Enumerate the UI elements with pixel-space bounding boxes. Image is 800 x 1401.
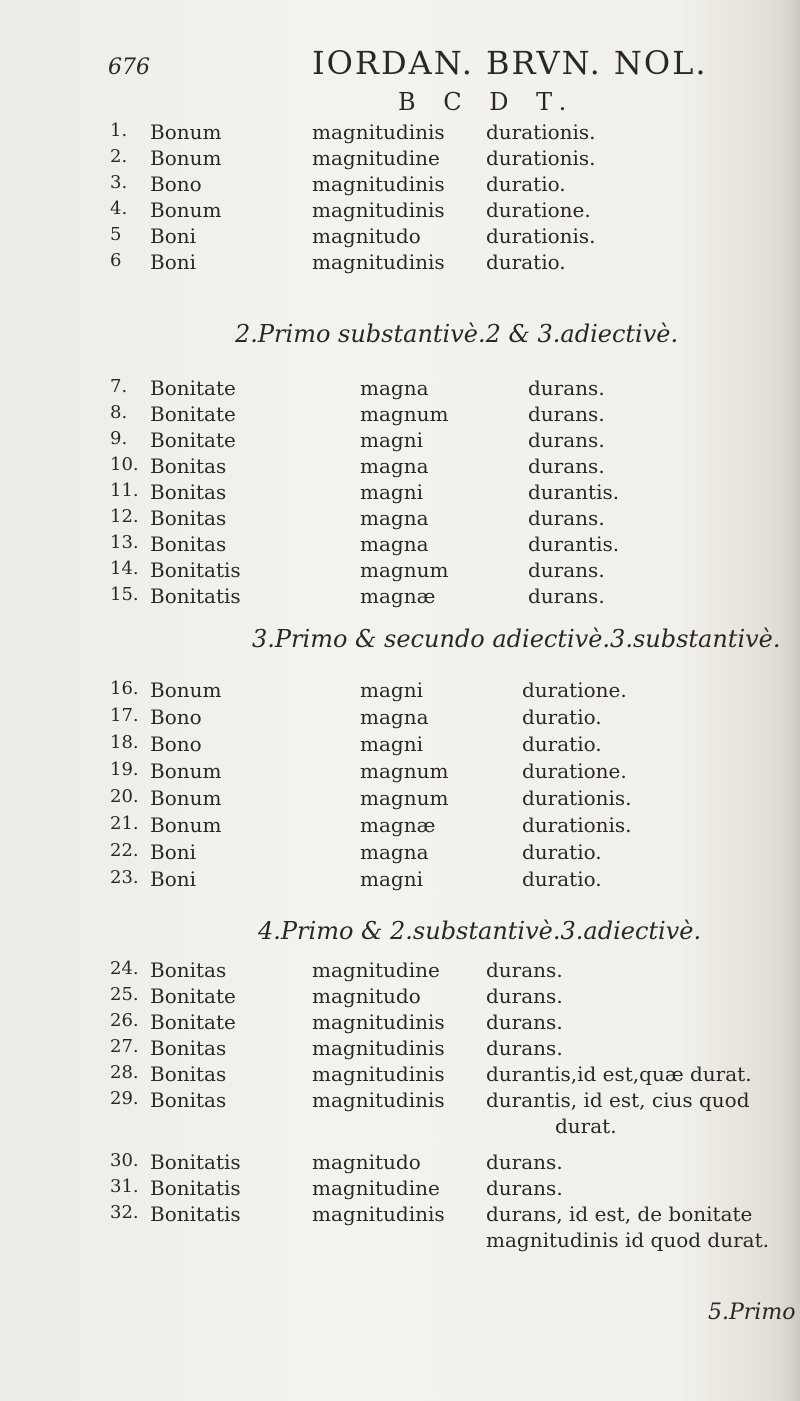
duratio-term: durans. bbox=[528, 454, 605, 478]
entry-row bbox=[0, 732, 800, 758]
entry-row bbox=[0, 813, 800, 839]
entry-number: 22. bbox=[110, 840, 139, 861]
entry-number: 11. bbox=[110, 480, 139, 501]
duratio-term: duratio. bbox=[486, 250, 566, 274]
entry-number: 1. bbox=[110, 120, 128, 141]
duratio-term: durantis,id est,quæ durat. bbox=[486, 1062, 752, 1086]
entry-row bbox=[0, 1088, 800, 1114]
duratio-term: durationis. bbox=[486, 224, 596, 248]
entry-row bbox=[0, 376, 800, 402]
bonitas-term: Boni bbox=[150, 224, 197, 248]
entry-row bbox=[0, 840, 800, 866]
magnitudo-term: magni bbox=[360, 480, 423, 504]
duratio-term: durans. bbox=[528, 584, 605, 608]
entry-row bbox=[0, 1202, 800, 1228]
entry-number: 7. bbox=[110, 376, 128, 397]
magnitudo-term: magnitudine bbox=[312, 958, 440, 982]
entry-row bbox=[0, 480, 800, 506]
entry-row bbox=[0, 786, 800, 812]
entry-number: 24. bbox=[110, 958, 139, 979]
bonitas-term: Bonitas bbox=[150, 532, 227, 556]
entry-number: 15. bbox=[110, 584, 139, 605]
entry-row bbox=[0, 958, 800, 984]
entry-number: 21. bbox=[110, 813, 139, 834]
entry-number: 6 bbox=[110, 250, 122, 271]
entry-row bbox=[0, 250, 800, 276]
entry-row bbox=[0, 120, 800, 146]
bonitas-term: Bonitatis bbox=[150, 1202, 241, 1226]
entry-row bbox=[0, 172, 800, 198]
duratio-term: durans. bbox=[486, 1150, 563, 1174]
duratio-term: durans. bbox=[528, 506, 605, 530]
entry-row bbox=[0, 558, 800, 584]
entry-number: 30. bbox=[110, 1150, 139, 1171]
duratio-term: durantis. bbox=[528, 532, 620, 556]
entry-number: 23. bbox=[110, 867, 139, 888]
duratio-term: duratione. bbox=[486, 198, 591, 222]
duratio-term-continuation: durat. bbox=[555, 1114, 617, 1138]
duratio-term: duratione. bbox=[522, 678, 627, 702]
bonitas-term: Bonum bbox=[150, 198, 222, 222]
magnitudo-term: magni bbox=[360, 732, 423, 756]
column-letters: B C D T. bbox=[398, 88, 577, 116]
bonitas-term: Bonitatis bbox=[150, 558, 241, 582]
bonitas-term: Boni bbox=[150, 250, 197, 274]
bonitas-term: Bonum bbox=[150, 678, 222, 702]
entry-row-continuation bbox=[0, 1114, 800, 1140]
magnitudo-term: magnitudine bbox=[312, 1176, 440, 1200]
bonitas-term: Bonitatis bbox=[150, 1176, 241, 1200]
magnitudo-term: magnum bbox=[360, 786, 449, 810]
duratio-term: durationis. bbox=[522, 786, 632, 810]
bonitas-term: Bonitate bbox=[150, 376, 236, 400]
bonitas-term: Bonum bbox=[150, 759, 222, 783]
bonitas-term: Boni bbox=[150, 840, 197, 864]
bonitas-term: Bonum bbox=[150, 120, 222, 144]
magnitudo-term: magnæ bbox=[360, 584, 436, 608]
entry-number: 31. bbox=[110, 1176, 139, 1197]
bonitas-term: Bonitas bbox=[150, 1036, 227, 1060]
bonitas-term: Bonitate bbox=[150, 1010, 236, 1034]
bonitas-term: Bonum bbox=[150, 146, 222, 170]
entry-number: 28. bbox=[110, 1062, 139, 1083]
magnitudo-term: magnum bbox=[360, 402, 449, 426]
magnitudo-term: magnitudine bbox=[312, 146, 440, 170]
entry-number: 14. bbox=[110, 558, 139, 579]
bonitas-term: Boni bbox=[150, 867, 197, 891]
magnitudo-term: magna bbox=[360, 506, 429, 530]
entry-number: 32. bbox=[110, 1202, 139, 1223]
entry-number: 16. bbox=[110, 678, 139, 699]
entry-row bbox=[0, 1036, 800, 1062]
duratio-term: durans, id est, de bonitate bbox=[486, 1202, 753, 1226]
bonitas-term: Bonitate bbox=[150, 428, 236, 452]
entry-number: 17. bbox=[110, 705, 139, 726]
entry-number: 2. bbox=[110, 146, 128, 167]
magnitudo-term: magnitudinis bbox=[312, 1010, 445, 1034]
magnitudo-term: magnum bbox=[360, 759, 449, 783]
magnitudo-term: magni bbox=[360, 428, 423, 452]
magnitudo-term: magnæ bbox=[360, 813, 436, 837]
bonitas-term: Bonitate bbox=[150, 984, 236, 1008]
entry-row bbox=[0, 198, 800, 224]
entry-number: 5 bbox=[110, 224, 122, 245]
duratio-term: duratio. bbox=[522, 705, 602, 729]
duratio-term: durantis. bbox=[528, 480, 620, 504]
entry-number: 18. bbox=[110, 732, 139, 753]
bonitas-term: Bonitas bbox=[150, 1062, 227, 1086]
entry-number: 12. bbox=[110, 506, 139, 527]
magnitudo-term: magnum bbox=[360, 558, 449, 582]
duratio-term: durans. bbox=[528, 558, 605, 582]
magnitudo-term: magnitudinis bbox=[312, 172, 445, 196]
duratio-term: durantis, id est, cius quod bbox=[486, 1088, 750, 1112]
entry-row bbox=[0, 506, 800, 532]
entry-number: 27. bbox=[110, 1036, 139, 1057]
entry-row bbox=[0, 224, 800, 250]
entry-row bbox=[0, 678, 800, 704]
entry-number: 4. bbox=[110, 198, 128, 219]
duratio-term: durans. bbox=[486, 1176, 563, 1200]
magnitudo-term: magna bbox=[360, 532, 429, 556]
section-heading-3: 3.Primo & secundo adiectivè.3.substantivè. bbox=[252, 625, 781, 653]
entry-row bbox=[0, 428, 800, 454]
duratio-term: durationis. bbox=[522, 813, 632, 837]
entry-row bbox=[0, 984, 800, 1010]
entry-row-continuation bbox=[0, 1228, 800, 1254]
bonitas-term: Bonum bbox=[150, 813, 222, 837]
entry-number: 26. bbox=[110, 1010, 139, 1031]
entry-number: 13. bbox=[110, 532, 139, 553]
bonitas-term: Bonitas bbox=[150, 506, 227, 530]
entry-number: 10. bbox=[110, 454, 139, 475]
bonitas-term: Bonitas bbox=[150, 958, 227, 982]
bonitas-term: Bonitate bbox=[150, 402, 236, 426]
magnitudo-term: magnitudinis bbox=[312, 198, 445, 222]
bonitas-term: Bono bbox=[150, 705, 202, 729]
duratio-term: duratione. bbox=[522, 759, 627, 783]
magnitudo-term: magnitudinis bbox=[312, 1036, 445, 1060]
magnitudo-term: magnitudo bbox=[312, 224, 421, 248]
magnitudo-term: magna bbox=[360, 376, 429, 400]
entry-number: 25. bbox=[110, 984, 139, 1005]
bonitas-term: Bonitas bbox=[150, 1088, 227, 1112]
entry-row bbox=[0, 1150, 800, 1176]
magnitudo-term: magnitudinis bbox=[312, 1062, 445, 1086]
entry-row bbox=[0, 1062, 800, 1088]
duratio-term: durans. bbox=[528, 428, 605, 452]
entry-row bbox=[0, 402, 800, 428]
entry-row bbox=[0, 867, 800, 893]
catchword: 5.Primo bbox=[708, 1300, 796, 1325]
magnitudo-term: magnitudo bbox=[312, 984, 421, 1008]
duratio-term: durationis. bbox=[486, 146, 596, 170]
magnitudo-term: magnitudinis bbox=[312, 1202, 445, 1226]
entry-row bbox=[0, 532, 800, 558]
section-heading-2: 2.Primo substantivè.2 & 3.adiectivè. bbox=[235, 320, 679, 348]
duratio-term: duratio. bbox=[522, 840, 602, 864]
duratio-term: durationis. bbox=[486, 120, 596, 144]
duratio-term: durans. bbox=[486, 1036, 563, 1060]
magnitudo-term: magnitudo bbox=[312, 1150, 421, 1174]
bonitas-term: Bono bbox=[150, 172, 202, 196]
entry-row bbox=[0, 1010, 800, 1036]
magnitudo-term: magnitudinis bbox=[312, 120, 445, 144]
bonitas-term: Bonitatis bbox=[150, 584, 241, 608]
entry-row bbox=[0, 705, 800, 731]
duratio-term: durans. bbox=[528, 402, 605, 426]
entry-row bbox=[0, 584, 800, 610]
duratio-term: duratio. bbox=[522, 732, 602, 756]
magnitudo-term: magna bbox=[360, 705, 429, 729]
duratio-term: duratio. bbox=[522, 867, 602, 891]
entry-number: 8. bbox=[110, 402, 128, 423]
magnitudo-term: magni bbox=[360, 867, 423, 891]
entry-row bbox=[0, 759, 800, 785]
bonitas-term: Bono bbox=[150, 732, 202, 756]
entry-number: 29. bbox=[110, 1088, 139, 1109]
magnitudo-term: magni bbox=[360, 678, 423, 702]
entry-number: 20. bbox=[110, 786, 139, 807]
duratio-term: durans. bbox=[486, 958, 563, 982]
bonitas-term: Bonum bbox=[150, 786, 222, 810]
bonitas-term: Bonitas bbox=[150, 480, 227, 504]
bonitas-term: Bonitatis bbox=[150, 1150, 241, 1174]
entry-row bbox=[0, 1176, 800, 1202]
magnitudo-term: magna bbox=[360, 840, 429, 864]
magnitudo-term: magnitudinis bbox=[312, 1088, 445, 1112]
duratio-term: durans. bbox=[486, 984, 563, 1008]
magnitudo-term: magnitudinis bbox=[312, 250, 445, 274]
section-heading-4: 4.Primo & 2.substantivè.3.adiectivè. bbox=[258, 917, 702, 945]
entry-number: 3. bbox=[110, 172, 128, 193]
page-number: 676 bbox=[108, 55, 150, 80]
entry-row bbox=[0, 146, 800, 172]
duratio-term: durans. bbox=[486, 1010, 563, 1034]
magnitudo-term: magna bbox=[360, 454, 429, 478]
bonitas-term: Bonitas bbox=[150, 454, 227, 478]
entry-number: 9. bbox=[110, 428, 128, 449]
entry-row bbox=[0, 454, 800, 480]
duratio-term: durans. bbox=[528, 376, 605, 400]
running-head: IORDAN. BRVN. NOL. bbox=[312, 44, 708, 82]
duratio-term: duratio. bbox=[486, 172, 566, 196]
duratio-term-continuation: magnitudinis id quod durat. bbox=[486, 1228, 769, 1252]
entry-number: 19. bbox=[110, 759, 139, 780]
